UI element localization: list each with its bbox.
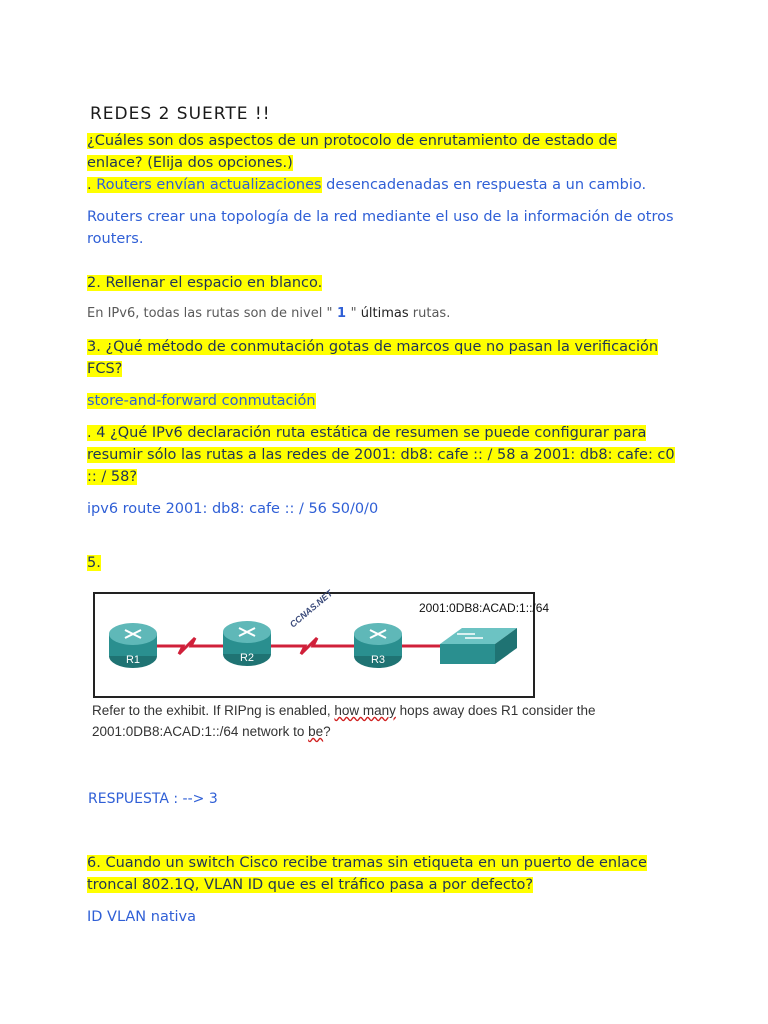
answer-3-text: store-and-forward conmutación xyxy=(87,393,316,409)
exhibit-caption-line-2: 2001:0DB8:ACAD:1::/64 network to be? xyxy=(92,724,331,739)
question-3-line-1: 3. ¿Qué método de conmutación gotas de marcos que no pasan la verificación xyxy=(87,339,659,355)
answer-1b-line-1: Routers crear una topología de la red mediante el uso de la información de otros xyxy=(87,209,674,225)
answer-1b xyxy=(87,206,674,250)
exhibit-caption-line-1: Refer to the exhibit. If RIPng is enabled, how many hops away does R1 consider the xyxy=(92,703,596,718)
answer-6 xyxy=(87,906,196,928)
answer-1a-highlighted: Routers envían actualizaciones xyxy=(91,177,322,193)
answer-2-part-c: últimas xyxy=(360,306,409,321)
answer-1b-line-2: routers. xyxy=(87,231,144,247)
question-2 xyxy=(87,272,322,294)
router-r3-label: R3 xyxy=(370,654,386,666)
answer-1a-rest: desencadenadas en respuesta a un cambio. xyxy=(321,177,647,193)
question-4-line-2: resumir sólo las rutas a las redes de 2001: db8: cafe :: / 58 a 2001: db8: cafe: c0 xyxy=(87,447,675,463)
document-title: REDES 2 SUERTE !! xyxy=(90,104,271,124)
answer-2-part-a: En IPv6, todas las rutas son de nivel " xyxy=(87,306,333,321)
answer-6-text: ID VLAN nativa xyxy=(87,909,197,925)
switch-icon xyxy=(440,628,517,664)
question-2-text: 2. Rellenar el espacio en blanco. xyxy=(87,275,323,291)
network-exhibit xyxy=(93,588,550,698)
answer-4-text: ipv6 route 2001: db8: cafe :: / 56 S0/0/0 xyxy=(87,501,379,517)
question-3-line-2: FCS? xyxy=(87,361,123,377)
question-6-line-2: troncal 802.1Q, VLAN ID que es el tráfico pasa a por defecto? xyxy=(87,877,534,893)
watermark-label: CCNAS.NET xyxy=(287,588,335,630)
serial-link-r1-r2 xyxy=(155,638,223,654)
answer-1a xyxy=(87,174,646,196)
answer-1a-prefix: . xyxy=(87,177,92,193)
question-4 xyxy=(87,422,675,488)
question-6 xyxy=(87,852,647,896)
answer-2 xyxy=(87,304,450,324)
question-1 xyxy=(87,130,617,174)
question-6-line-1: 6. Cuando un switch Cisco recibe tramas sin etiqueta en un puerto de enlace xyxy=(87,855,647,871)
question-5 xyxy=(87,552,101,574)
answer-3 xyxy=(87,390,316,412)
question-3 xyxy=(87,336,658,380)
question-4-line-3: :: / 58? xyxy=(87,469,138,485)
question-1-line-1: ¿Cuáles son dos aspectos de un protocolo de enrutamiento de estado de xyxy=(87,133,617,149)
question-5-label: 5. xyxy=(87,555,101,571)
router-r1-label: R1 xyxy=(125,654,141,666)
exhibit-caption xyxy=(92,700,596,742)
answer-2-part-b: " xyxy=(350,306,361,321)
answer-4 xyxy=(87,498,378,520)
question-4-line-1: . 4 ¿Qué IPv6 declaración ruta estática de resumen se puede configurar para xyxy=(87,425,647,441)
network-diagram xyxy=(95,588,550,696)
serial-link-r2-r3 xyxy=(270,638,355,654)
network-prefix-label: 2001:0DB8:ACAD:1::/64 xyxy=(419,601,550,615)
question-1-line-2: enlace? (Elija dos opciones.) xyxy=(87,155,293,171)
answer-2-part-d: rutas. xyxy=(408,306,451,321)
router-r2-label: R2 xyxy=(239,652,255,664)
answer-2-number: 1 xyxy=(332,306,351,321)
answer-5: RESPUESTA : --> 3 xyxy=(88,791,218,807)
